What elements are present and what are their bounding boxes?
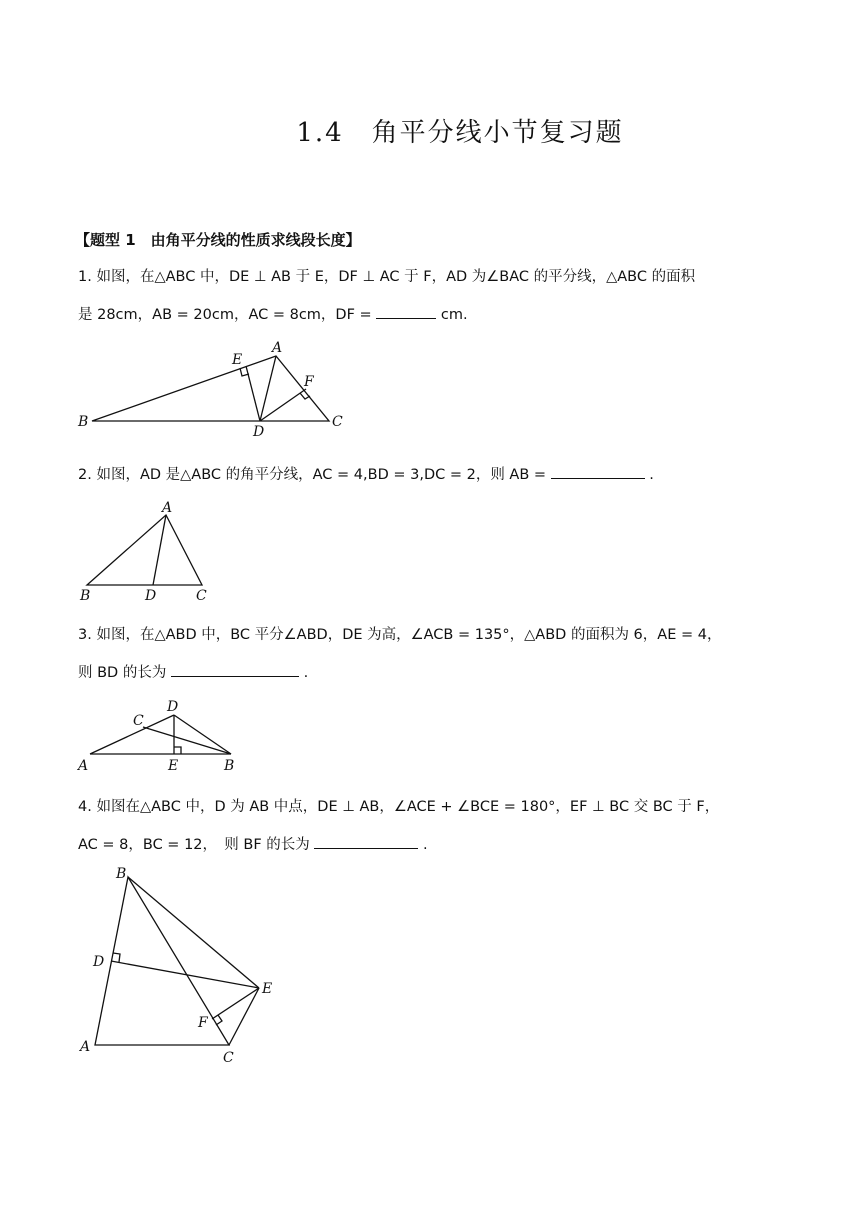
section-heading: 【题型 1 由角平分线的性质求线段长度】 [75,231,361,249]
fig4-segment-be [128,877,259,988]
fig3-label-e: E [168,758,179,774]
fig3-label-d: D [167,699,179,715]
fig4-label-f: F [198,1015,208,1031]
question-3-end: . [303,665,309,681]
fig3-label-b: B [224,758,235,774]
fig4-label-b: B [116,866,127,882]
question-4-line-1: 4. 如图在△ABC 中，D 为 AB 中点，DE ⊥ AB，∠ACE + ∠BCE = 180°，EF ⊥ BC 交 BC 于 F， [78,799,720,815]
fig2-label-a: A [162,500,173,516]
fig1-label-e: E [232,352,243,368]
fig1-label-d: D [253,424,265,440]
fig1-label-f: F [304,374,314,390]
fig4-segment-ef [212,988,259,1019]
question-4-end: . [423,837,428,853]
question-2-text: 2. 如图，AD 是△ABC 的角平分线，AC = 4,BD = 3,DC = 2，则 AB = [78,467,547,483]
fig3-label-a: A [78,758,89,774]
fig2-label-c: C [196,588,207,604]
question-1-text: 是 28cm，AB = 20cm，AC = 8cm，DF = [78,307,372,323]
fig1-label-b: B [78,414,89,430]
fig4-segment-ce [229,988,259,1045]
fig3-label-c: C [133,713,144,729]
fig2-label-b: B [80,588,91,604]
question-2-end: . [649,467,654,483]
question-1-line-1: 1. 如图，在△ABC 中，DE ⊥ AB 于 E，DF ⊥ AC 于 F，AD 为∠BAC 的平分线，△ABC 的面积 [78,269,696,285]
fig1-label-a: A [272,340,283,356]
fig4-label-e: E [262,981,273,997]
question-1-unit: cm. [440,307,468,323]
fig4-label-d: D [93,954,105,970]
question-4-text: AC = 8，BC = 12， 则 BF 的长为 [78,837,310,853]
question-3-text: 则 BD 的长为 [78,665,167,681]
question-3-line-1: 3. 如图，在△ABD 中，BC 平分∠ABD，DE 为高，∠ACB = 135°，△ABD 的面积为 6，AE = 4， [78,627,722,643]
fig4-segment-de [111,961,259,988]
page-title: 1.4 角平分线小节复习题 [296,118,624,148]
fig4-triangle-abc [95,877,229,1045]
fig1-label-c: C [332,414,343,430]
fig4-label-a: A [80,1039,91,1055]
fig4-right-angle-d [113,953,120,962]
fig4-label-c: C [223,1050,234,1066]
fig2-label-d: D [145,588,157,604]
